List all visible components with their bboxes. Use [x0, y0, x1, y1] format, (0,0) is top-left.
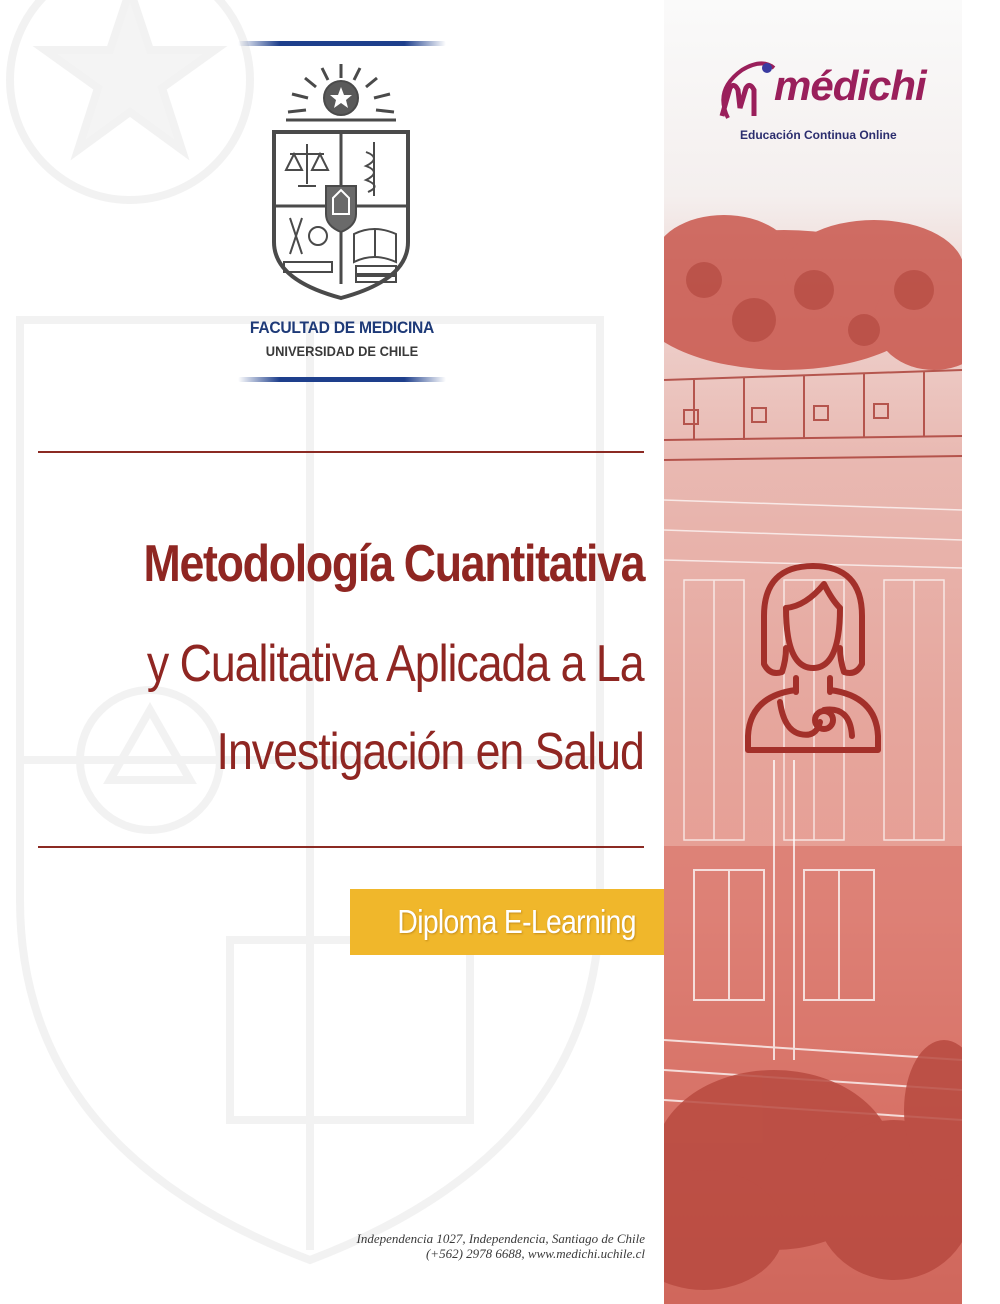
course-title-line2: y Cualitativa Aplicada a La [147, 635, 644, 693]
course-title-main: Metodología Cuantitativa [143, 535, 644, 593]
footer-address: Independencia 1027, Independencia, Santiago de Chile [356, 1231, 645, 1246]
faculty-bottom-line [238, 377, 446, 382]
medichi-wordmark: médichi [774, 62, 926, 109]
medichi-logo-icon [712, 58, 782, 128]
diploma-badge [350, 889, 684, 955]
footer-contact: (+562) 2978 6688, www.medichi.uchile.cl [425, 1246, 645, 1261]
medichi-logo [712, 58, 932, 144]
title-top-rule [38, 451, 644, 453]
contact-footer [357, 1231, 645, 1261]
faculty-name: FACULTAD DE MEDICINA [249, 318, 435, 337]
diploma-badge-label: Diploma E-Learning [397, 903, 637, 940]
medichi-tagline: Educación Continua Online [740, 128, 897, 142]
faculty-top-line [238, 41, 446, 46]
doctor-icon [740, 560, 886, 756]
university-crest-icon [262, 58, 420, 302]
university-name: UNIVERSIDAD DE CHILE [265, 343, 419, 359]
title-bottom-rule [38, 846, 644, 848]
course-title-line3: Investigación en Salud [216, 723, 644, 781]
